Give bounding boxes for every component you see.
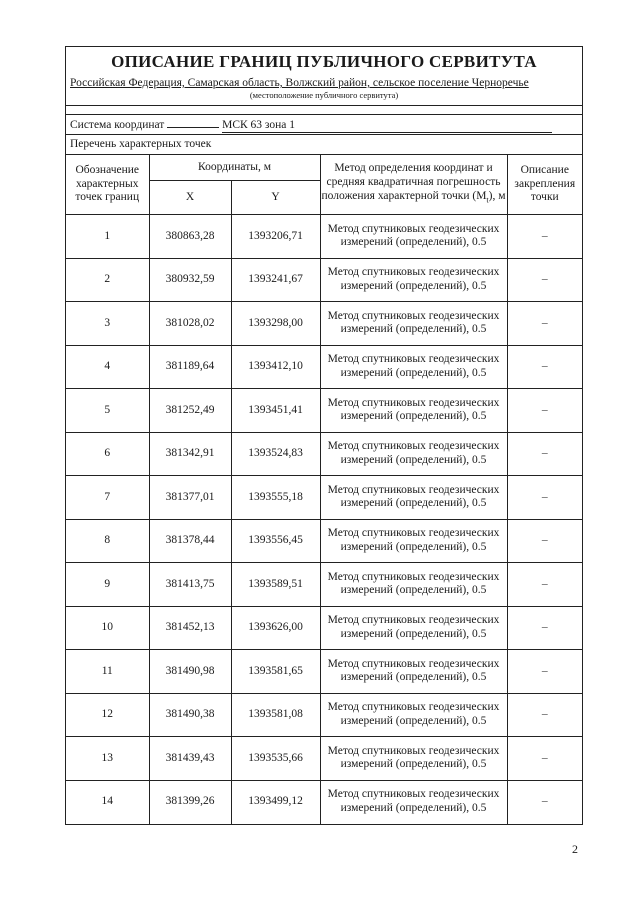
points-caption: Перечень характерных точек [66,135,582,155]
x-cell: 381490,38 [149,693,231,737]
fixing-cell: – [507,302,582,346]
table-row [66,258,582,302]
document-title: ОПИСАНИЕ ГРАНИЦ ПУБЛИЧНОГО СЕРВИТУТА [111,52,537,71]
crs-underline [167,115,219,128]
method-cell: Метод спутниковых геодезических измерений (определений), 0.5 [320,302,507,346]
method-cell: Метод спутниковых геодезических измерений (определений), 0.5 [320,258,507,302]
y-cell: 1393535,66 [231,737,320,781]
table-row [66,780,582,824]
y-cell: 1393589,51 [231,563,320,607]
y-cell: 1393581,65 [231,650,320,694]
x-cell: 381377,01 [149,476,231,520]
x-cell: 381028,02 [149,302,231,346]
x-cell: 381342,91 [149,432,231,476]
table-row [66,737,582,781]
table-row [66,389,582,433]
points-table [66,155,582,824]
point-cell: 11 [66,650,149,694]
method-cell: Метод спутниковых геодезических измерений (определений), 0.5 [320,476,507,520]
header-point: Обозначение характерных точек границ [66,155,149,215]
fixing-cell: – [507,432,582,476]
fixing-cell: – [507,389,582,433]
x-cell: 381490,98 [149,650,231,694]
header-x: X [149,181,231,215]
x-cell: 381452,13 [149,606,231,650]
header-fixing: Описание закрепления точки [507,155,582,215]
table-row [66,432,582,476]
point-cell: 4 [66,345,149,389]
document-frame [65,46,583,825]
point-cell: 2 [66,258,149,302]
y-cell: 1393581,08 [231,693,320,737]
x-cell: 381399,26 [149,780,231,824]
crs-label: Система координат [70,119,165,131]
fixing-cell: – [507,780,582,824]
points-table-body [66,215,582,824]
y-cell: 1393451,41 [231,389,320,433]
fixing-cell: – [507,476,582,520]
section-divider [66,106,582,115]
y-cell: 1393298,00 [231,302,320,346]
method-cell: Метод спутниковых геодезических измерений (определений), 0.5 [320,389,507,433]
page-number: 2 [572,842,578,856]
method-cell: Метод спутниковых геодезических измерений (определений), 0.5 [320,345,507,389]
header-method: Метод определения координат и средняя квадратичная погрешность положения характерной точки $(M_t)$, м [320,155,507,215]
method-cell: Метод спутниковых геодезических измерений (определений), 0.5 [320,432,507,476]
fixing-cell: – [507,215,582,259]
y-cell: 1393206,71 [231,215,320,259]
y-cell: 1393626,00 [231,606,320,650]
y-cell: 1393499,12 [231,780,320,824]
method-cell: Метод спутниковых геодезических измерений (определений), 0.5 [320,519,507,563]
y-cell: 1393556,45 [231,519,320,563]
x-cell: 381189,64 [149,345,231,389]
x-cell: 381439,43 [149,737,231,781]
point-cell: 1 [66,215,149,259]
point-cell: 14 [66,780,149,824]
fixing-cell: – [507,606,582,650]
table-row [66,606,582,650]
location-caption: (местоположение публичного сервитута) [249,90,399,100]
method-cell: Метод спутниковых геодезических измерений (определений), 0.5 [320,780,507,824]
fixing-cell: – [507,519,582,563]
point-cell: 13 [66,737,149,781]
method-cell: Метод спутниковых геодезических измерений (определений), 0.5 [320,563,507,607]
fixing-cell: – [507,563,582,607]
table-row [66,302,582,346]
point-cell: 3 [66,302,149,346]
location-text: Российская Федерация, Самарская область, Волжский район, сельское поселение Черноречье [70,77,529,89]
y-cell: 1393412,10 [231,345,320,389]
x-cell: 381413,75 [149,563,231,607]
y-cell: 1393555,18 [231,476,320,520]
header-coords: Координаты, м [149,155,320,181]
table-row [66,563,582,607]
point-cell: 12 [66,693,149,737]
table-row [66,650,582,694]
point-cell: 10 [66,606,149,650]
table-row [66,215,582,259]
table-row [66,345,582,389]
point-cell: 7 [66,476,149,520]
y-cell: 1393524,83 [231,432,320,476]
fixing-cell: – [507,345,582,389]
coordinate-system-row [66,115,582,135]
method-cell: Метод спутниковых геодезических измерений (определений), 0.5 [320,606,507,650]
method-cell: Метод спутниковых геодезических измерений (определений), 0.5 [320,693,507,737]
crs-value: МСК 63 зона 1 [222,119,552,133]
title-block [66,47,582,106]
point-cell: 5 [66,389,149,433]
y-cell: 1393241,67 [231,258,320,302]
fixing-cell: – [507,737,582,781]
x-cell: 380932,59 [149,258,231,302]
header-y: Y [231,181,320,215]
fixing-cell: – [507,258,582,302]
method-cell: Метод спутниковых геодезических измерений (определений), 0.5 [320,215,507,259]
x-cell: 381378,44 [149,519,231,563]
table-row [66,476,582,520]
fixing-cell: – [507,693,582,737]
method-cell: Метод спутниковых геодезических измерений (определений), 0.5 [320,737,507,781]
method-cell: Метод спутниковых геодезических измерений (определений), 0.5 [320,650,507,694]
x-cell: 380863,28 [149,215,231,259]
table-row [66,519,582,563]
point-cell: 9 [66,563,149,607]
x-cell: 381252,49 [149,389,231,433]
point-cell: 6 [66,432,149,476]
table-row [66,693,582,737]
fixing-cell: – [507,650,582,694]
point-cell: 8 [66,519,149,563]
